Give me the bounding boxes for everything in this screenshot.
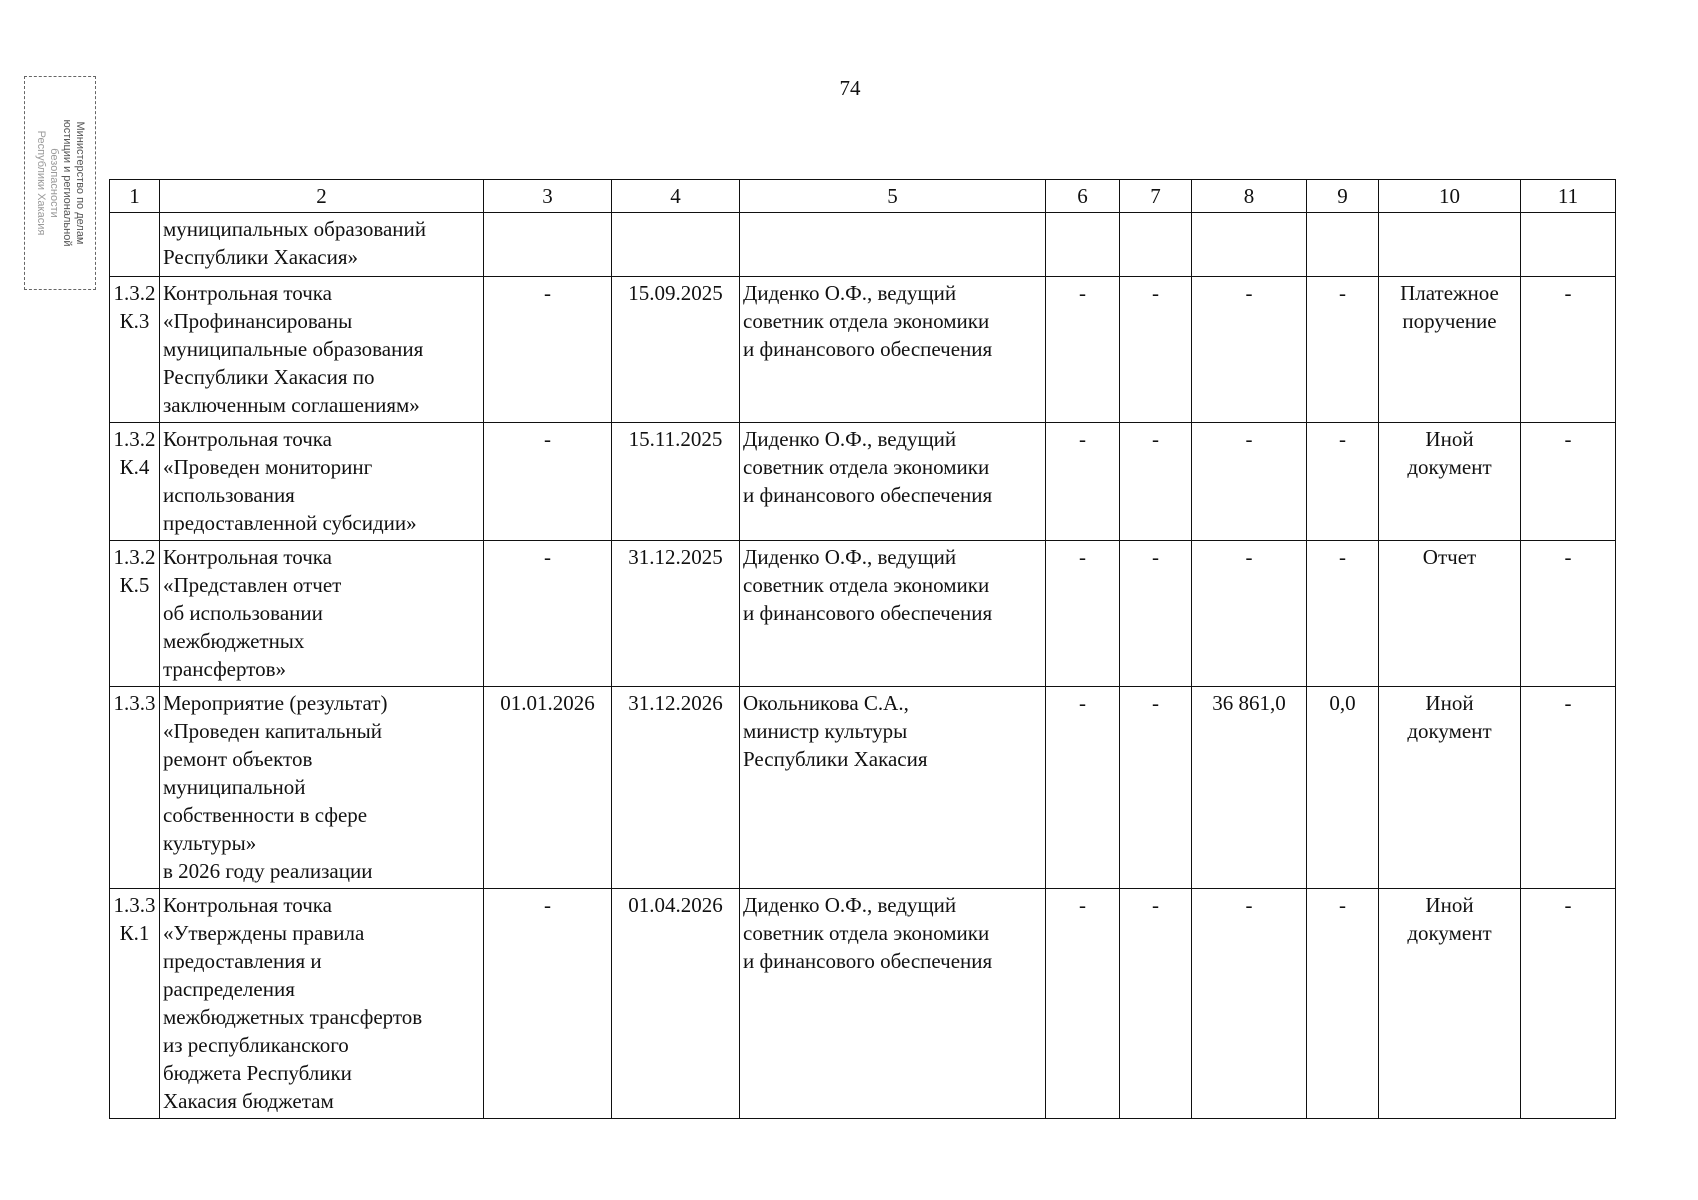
cell-end-date: 31.12.2026 bbox=[612, 687, 740, 889]
cell-start-date: - bbox=[484, 541, 612, 687]
cell-end-date: 15.11.2025 bbox=[612, 423, 740, 541]
cell-start-date: 01.01.2026 bbox=[484, 687, 612, 889]
stamp-line: юстиции и региональной bbox=[61, 119, 73, 247]
table-row bbox=[110, 687, 1616, 889]
cell-responsible: Окольникова С.А., министр культуры Республики Хакасия bbox=[740, 687, 1046, 889]
column-header: 10 bbox=[1379, 180, 1521, 213]
cell-col11: - bbox=[1521, 423, 1616, 541]
table-row bbox=[110, 213, 1616, 277]
table-row bbox=[110, 889, 1616, 1119]
cell-responsible: Диденко О.Ф., ведущий советник отдела экономики и финансового обеспечения bbox=[740, 889, 1046, 1119]
column-header: 3 bbox=[484, 180, 612, 213]
cell-col7: - bbox=[1120, 541, 1192, 687]
cell-col7: - bbox=[1120, 889, 1192, 1119]
cell-number bbox=[110, 213, 160, 277]
column-header: 5 bbox=[740, 180, 1046, 213]
cell-number: 1.3.2 К.4 bbox=[110, 423, 160, 541]
cell-start-date: - bbox=[484, 277, 612, 423]
column-header: 11 bbox=[1521, 180, 1616, 213]
cell-start-date bbox=[484, 213, 612, 277]
cell-col8: - bbox=[1192, 889, 1307, 1119]
cell-col9: - bbox=[1307, 423, 1379, 541]
cell-col9: - bbox=[1307, 541, 1379, 687]
cell-col6: - bbox=[1046, 889, 1120, 1119]
stamp-text bbox=[34, 83, 86, 283]
cell-col6: - bbox=[1046, 423, 1120, 541]
cell-name: Мероприятие (результат) «Проведен капитальный ремонт объектов муниципальной собственности в сфере культуры» в 2026 году реализации bbox=[160, 687, 484, 889]
cell-col7 bbox=[1120, 213, 1192, 277]
column-header: 2 bbox=[160, 180, 484, 213]
cell-document: Отчет bbox=[1379, 541, 1521, 687]
cell-col8: - bbox=[1192, 277, 1307, 423]
cell-number: 1.3.3 bbox=[110, 687, 160, 889]
cell-responsible: Диденко О.Ф., ведущий советник отдела экономики и финансового обеспечения bbox=[740, 277, 1046, 423]
column-header: 6 bbox=[1046, 180, 1120, 213]
plan-table bbox=[109, 179, 1616, 1119]
column-header: 7 bbox=[1120, 180, 1192, 213]
cell-col11: - bbox=[1521, 277, 1616, 423]
cell-col6: - bbox=[1046, 687, 1120, 889]
cell-start-date: - bbox=[484, 423, 612, 541]
cell-document: Иной документ bbox=[1379, 889, 1521, 1119]
cell-col8: 36 861,0 bbox=[1192, 687, 1307, 889]
cell-col6: - bbox=[1046, 277, 1120, 423]
cell-end-date: 01.04.2026 bbox=[612, 889, 740, 1119]
header-row bbox=[110, 180, 1616, 213]
cell-name: муниципальных образований Республики Хакасия» bbox=[160, 213, 484, 277]
cell-col11: - bbox=[1521, 687, 1616, 889]
cell-number: 1.3.3 К.1 bbox=[110, 889, 160, 1119]
cell-document: Иной документ bbox=[1379, 423, 1521, 541]
cell-col9: - bbox=[1307, 889, 1379, 1119]
cell-end-date bbox=[612, 213, 740, 277]
cell-document: Платежное поручение bbox=[1379, 277, 1521, 423]
stamp-line: Республики Хакасия bbox=[35, 130, 47, 236]
table-row bbox=[110, 423, 1616, 541]
cell-col6 bbox=[1046, 213, 1120, 277]
table-row bbox=[110, 277, 1616, 423]
cell-col11: - bbox=[1521, 541, 1616, 687]
stamp-line: Министерство по делам bbox=[74, 121, 86, 245]
column-header: 9 bbox=[1307, 180, 1379, 213]
cell-responsible: Диденко О.Ф., ведущий советник отдела экономики и финансового обеспечения bbox=[740, 541, 1046, 687]
cell-document bbox=[1379, 213, 1521, 277]
cell-col6: - bbox=[1046, 541, 1120, 687]
cell-col9: 0,0 bbox=[1307, 687, 1379, 889]
column-header: 8 bbox=[1192, 180, 1307, 213]
cell-col11 bbox=[1521, 213, 1616, 277]
stamp-line: безопасности bbox=[48, 148, 60, 218]
cell-name: Контрольная точка «Проведен мониторинг использования предоставленной субсидии» bbox=[160, 423, 484, 541]
cell-number: 1.3.2 К.3 bbox=[110, 277, 160, 423]
table-row bbox=[110, 541, 1616, 687]
cell-responsible bbox=[740, 213, 1046, 277]
cell-col8 bbox=[1192, 213, 1307, 277]
cell-end-date: 15.09.2025 bbox=[612, 277, 740, 423]
cell-start-date: - bbox=[484, 889, 612, 1119]
cell-document: Иной документ bbox=[1379, 687, 1521, 889]
cell-col8: - bbox=[1192, 423, 1307, 541]
cell-name: Контрольная точка «Профинансированы муниципальные образования Республики Хакасия по заключенным соглашениям» bbox=[160, 277, 484, 423]
cell-number: 1.3.2 К.5 bbox=[110, 541, 160, 687]
cell-col7: - bbox=[1120, 423, 1192, 541]
cell-col7: - bbox=[1120, 687, 1192, 889]
column-header: 1 bbox=[110, 180, 160, 213]
cell-col11: - bbox=[1521, 889, 1616, 1119]
cell-col7: - bbox=[1120, 277, 1192, 423]
column-header: 4 bbox=[612, 180, 740, 213]
cell-col8: - bbox=[1192, 541, 1307, 687]
cell-name: Контрольная точка «Утверждены правила предоставления и распределения межбюджетных трансфертов из республиканского бюджета Республики Хакасия бюджетам bbox=[160, 889, 484, 1119]
cell-col9 bbox=[1307, 213, 1379, 277]
cell-name: Контрольная точка «Представлен отчет об использовании межбюджетных трансфертов» bbox=[160, 541, 484, 687]
registration-stamp bbox=[24, 76, 96, 290]
cell-end-date: 31.12.2025 bbox=[612, 541, 740, 687]
cell-col9: - bbox=[1307, 277, 1379, 423]
page-number: 74 bbox=[839, 76, 861, 100]
cell-responsible: Диденко О.Ф., ведущий советник отдела экономики и финансового обеспечения bbox=[740, 423, 1046, 541]
